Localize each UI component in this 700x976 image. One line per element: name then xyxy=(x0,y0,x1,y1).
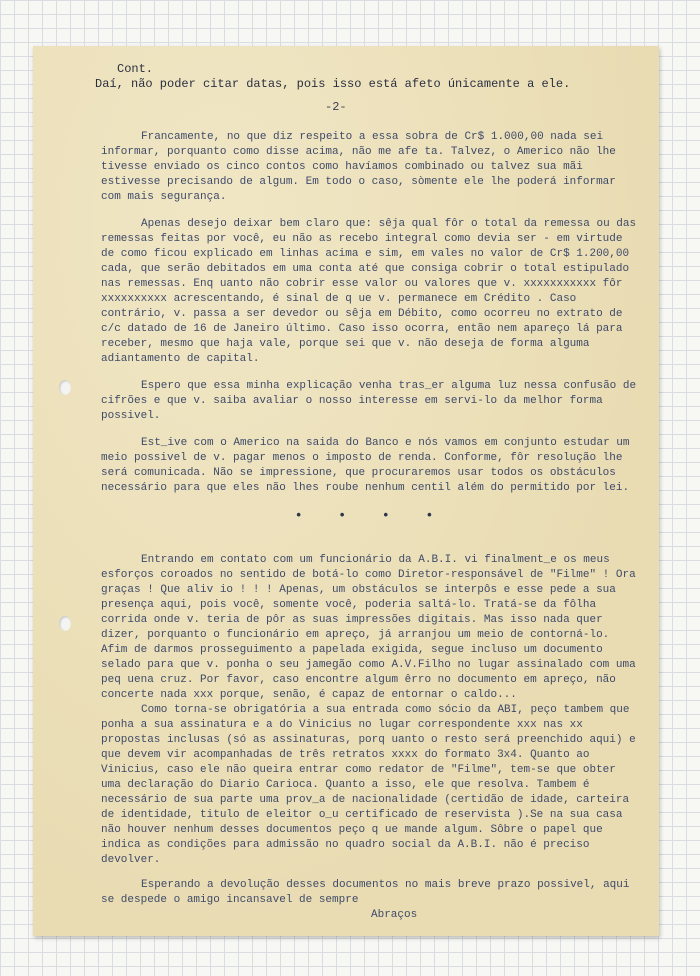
closing: Abraços xyxy=(371,909,418,921)
typewritten-letter-page xyxy=(33,46,659,936)
paragraph: Como torna-se obrigatória a sua entrada como sócio da ABI, peço tambem que ponha a sua assinatura e a do Vinicius no lugar correspondente xxx nas xx propostas inclusas (só as assinaturas, porq uanto o resto será preenchido aqui) e que devem vir acompanhadas de três retratos xxxx do formato 3x4. Quanto ao Vinicius, caso ele não queira entrar como redator de "Filme", tem-se que obter uma declaração do Diario Carioca. Quanto a isso, ele que resolva. Tambem é necessário de sua parte uma prov_a de nacionalidade (certidão de idade, carteira de identidade, titulo de eleitor o_u certificado de reservista ).Se na sua casa não houver nenhum desses documentos peço q ue mande algum. Sôbre o papel que indica as condições para admissão no quadro social da A.B.I. não é preciso devolver. xyxy=(101,704,636,866)
paragraph: Esperando a devolução desses documentos no mais breve prazo possivel, aqui se despede o amigo incansavel de sempre xyxy=(101,879,630,906)
paragraph: Entrando em contato com um funcionário da A.B.I. vi finalment_e os meus esforços coroados no sentido de botá-lo como Diretor-responsável de "Filme" ! Ora graças ! Que aliv io ! ! ! Apenas, um obstáculos se interpôs e esse pede a sua presença aqui, pois você, somente você, poderia saltá-lo. Tratá-se da fôlha corrida onde v. teria de pôr as suas impressões digitais. Mas isso nada quer dizer, porquanto o funcionário em apreço, já arranjou um meio de contorná-lo. Afim de darmos prosseguimento a papelada exigida, segue incluso um documento selado para que v. ponha o seu jamegão como A.V.Filho no lugar assinalado com uma peq uena cruz. Por favor, caso encontre algum êrro no documento em apreço, não concerte nada xxx porque, senão, é capaz de entornar o caldo... xyxy=(101,554,636,701)
punch-hole xyxy=(59,616,71,631)
paragraph: Espero que essa minha explicação venha tras_er alguma luz nessa confusão de cifrões e que v. saiba avaliar o nosso interesse em servi-lo da melhor forma possivel. xyxy=(101,380,637,422)
punch-hole xyxy=(59,380,71,395)
letter-body xyxy=(101,130,641,923)
section-separator: • • • • xyxy=(294,508,448,523)
paragraph: Apenas desejo deixar bem claro que: sêja qual fôr o total da remessa ou das remessas feitas por você, eu não as recebo integral como devia ser - em virtude de como ficou explicado em linhas acima e sim, em vales no valor de Cr$ 1.200,00 cada, que serão debitados em uma conta até que consiga cobrir o total estipulado nas remessas. Enq uanto não cobrir esse valor ou valores que v. xxxxxxxxxxx fôr xxxxxxxxxx acrescentando, é sinal de q ue v. permanece em Crédito . Caso contrário, v. passa a ser devedor ou sêja em Débito, como ocorreu no extrato de c/c datado de 16 de Janeiro último. Caso isso ocorra, então nem apareço lá para receber, mesmo que haja vale, porque sei que v. não deseja de forma alguma adiantamento de capital. xyxy=(101,218,637,365)
paragraph: Est_ive com o Americo na saida do Banco e nós vamos em conjunto estudar um meio possivel de v. pagar menos o imposto de renda. Conforme, fôr resolução lhe será comunicada. Não se impressione, que procuraremos usar todos os obstáculos necessário para que eles não lhes roube nenhum centil além do permitido por lei. xyxy=(101,437,630,494)
paragraph: Francamente, no que diz respeito a essa sobra de Cr$ 1.000,00 nada sei informar, porquanto como disse acima, não me afe ta. Talvez, o Americo não lhe tivesse enviado os cinco contos como havíamos combinado ou talvez sua mãi estivesse precisando de algum. Em todo o caso, sòmente ele lhe poderá informar com mais segurança. xyxy=(101,131,616,203)
letter-header xyxy=(95,62,570,92)
cont-label: Cont. xyxy=(117,62,154,76)
page-number: -2- xyxy=(325,100,347,114)
header-line: Daí, não poder citar datas, pois isso está afeto únicamente a ele. xyxy=(95,77,571,91)
